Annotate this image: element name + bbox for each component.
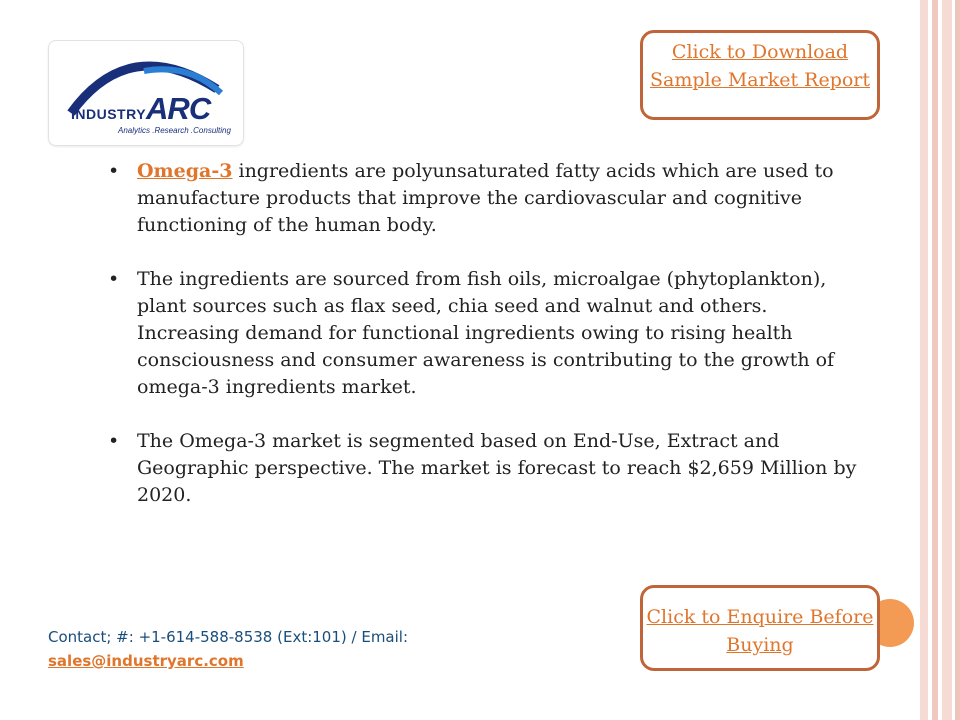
logo-tagline: Analytics .Research .Consulting [118, 126, 231, 135]
bullet-text: The Omega-3 market is segmented based on End-Use, Extract and Geographic perspective. The market is forecast to reach $2,659 Million by 2020. [137, 430, 857, 506]
enquire-button[interactable] [640, 585, 880, 671]
bullet-item-sources [108, 266, 868, 401]
download-sample-button[interactable] [640, 30, 880, 120]
logo-wordmark: INDUSTRYARC [71, 91, 211, 126]
bullet-marker: • [108, 430, 120, 452]
contact-info [48, 625, 408, 673]
bullet-item-market-forecast [108, 428, 868, 509]
bullet-text: ingredients are polyunsaturated fatty acids which are used to manufacture products that improve the cardiovascular and cognitive functioning of the human body. [137, 160, 834, 236]
decorative-stripes [920, 0, 960, 720]
omega3-link[interactable]: Omega-3 [137, 160, 233, 182]
download-sample-link[interactable]: Click to Download Sample Market Report [649, 41, 871, 91]
main-content [108, 158, 868, 536]
company-logo [48, 40, 244, 146]
enquire-link[interactable]: Click to Enquire Before Buying [646, 606, 874, 656]
bullet-text: The ingredients are sourced from fish oils, microalgae (phytoplankton), plant sources such as flax seed, chia seed and walnut and others. Increasing demand for functional ingredients owing to rising health consciousness and consumer awareness is contributing to the growth of omega-3 ingredients market. [137, 268, 835, 398]
email-link[interactable]: sales@industryarc.com [48, 652, 244, 670]
bullet-marker: • [108, 160, 120, 182]
contact-line: Contact; #: +1-614-588-8538 (Ext:101) / Email: [48, 628, 409, 646]
bullet-item-omega3-definition [108, 158, 868, 239]
bullet-marker: • [108, 268, 120, 290]
